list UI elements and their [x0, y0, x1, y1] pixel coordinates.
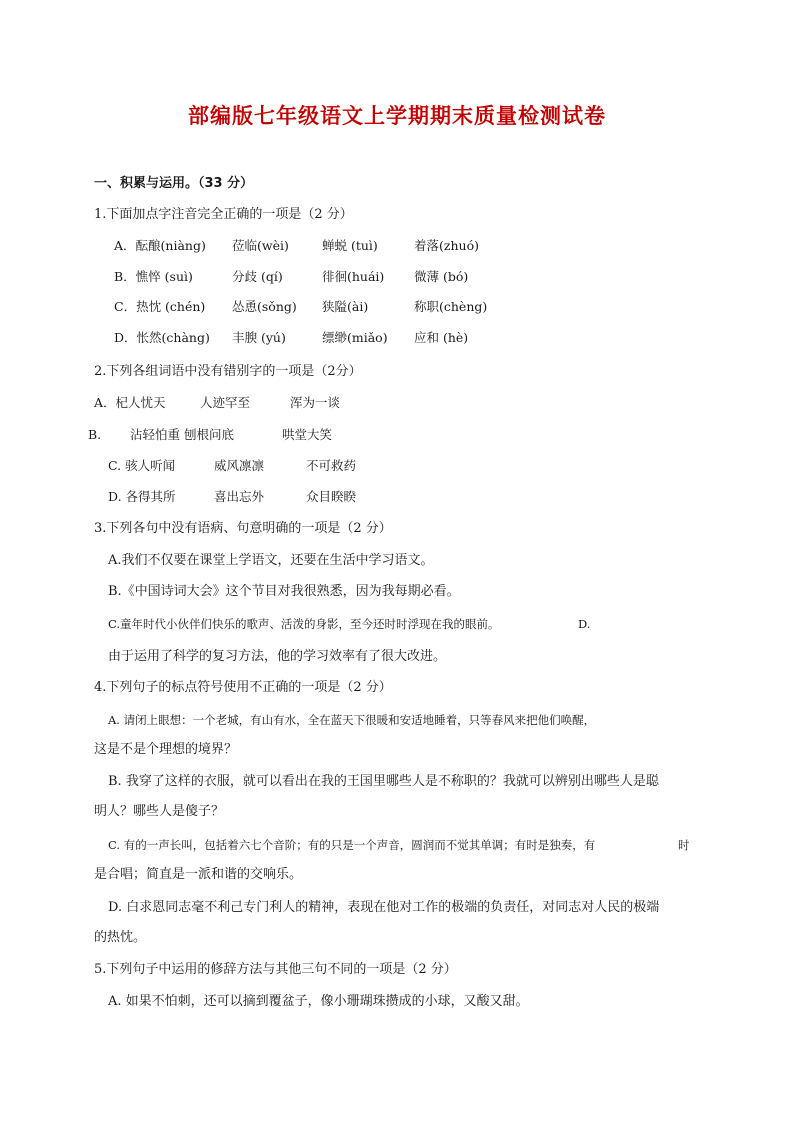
q1-option-a-word3: 蝉蜕 (tuì) [322, 238, 378, 253]
q5-option-a: A. 如果不怕刺，还可以摘到覆盆子，像小珊瑚珠攒成的小球，又酸又甜。 [108, 994, 529, 1009]
q3-option-a: A.我们不仅要在课堂上学语文，还要在生活中学习语文。 [108, 553, 434, 568]
q4-option-c-line1: C. 有的一声长叫，包括着六七个音阶；有的只是一个声音，圆润而不觉其单调；有时是独奏，有 [108, 838, 596, 852]
q1-option-c-word2: 怂恿(sǒng) [232, 299, 297, 314]
q4-option-a-line2: 这是不是个理想的境界？ [94, 742, 238, 757]
q1-option-c-word4: 称职(chèng) [414, 299, 488, 314]
page-title: 部编版七年级语文上学期期末质量检测试卷 [188, 104, 606, 128]
q1-option-d-word3: 缥缈(miǎo) [322, 330, 388, 345]
q2-option-d-word1: D. 各得其所 [108, 489, 176, 504]
section-heading: 一、积累与运用。（33 分） [94, 176, 254, 191]
q2-option-b-label: B. [88, 427, 102, 442]
q2-option-c-word3: 不可救药 [306, 458, 357, 473]
question-5-stem: 5.下列句子中运用的修辞方法与其他三句不同的一项是（2 分） [94, 962, 457, 977]
question-4-stem: 4.下列句子的标点符号使用不正确的一项是（2 分） [94, 680, 392, 695]
q4-option-b-line1: B. 我穿了这样的衣服，就可以看出在我的王国里哪些人是不称职的？我就可以辨别出哪些人是聪 [108, 774, 659, 789]
q1-option-c-word3: 狭隘(ài) [322, 299, 369, 314]
q3-option-d: 由于运用了科学的复习方法，他的学习效率有了很大改进。 [108, 649, 447, 664]
q1-option-b-word2: 分歧 (qí) [232, 269, 283, 284]
q1-option-c-word1: C．热忱 (chén) [114, 299, 206, 314]
q1-option-b-word4: 微薄 (bó) [414, 269, 469, 284]
q1-option-b-word3: 徘徊(huái) [322, 269, 385, 284]
q1-option-d-word4: 应和 (hè) [414, 330, 469, 345]
q2-option-d-word3: 众目睽睽 [306, 489, 357, 504]
q4-option-c-line2: 是合唱；简直是一派和谐的交响乐。 [94, 867, 303, 882]
q2-option-c-word2: 威风凛凛 [214, 458, 265, 473]
question-3-stem: 3.下列各句中没有语病、句意明确的一项是（2 分） [94, 521, 392, 536]
q2-option-c-word1: C. 骇人听闻 [108, 458, 176, 473]
q1-option-a-word4: 着落(zhuó) [414, 238, 479, 253]
q1-option-a-word1: A．酝酿(niàng) [114, 238, 206, 253]
q1-option-a-word2: 莅临(wèi) [232, 238, 289, 253]
q2-option-b-word1: 沾轻怕重 刨根问底 [130, 427, 234, 442]
q4-option-c-line1-end: 时 [678, 838, 690, 852]
q3-option-d-label: D. [578, 617, 591, 631]
q2-option-b-word2: 哄堂大笑 [282, 427, 333, 442]
q4-option-a-line1: A. 请闭上眼想：一个老城，有山有水，全在蓝天下很暖和安适地睡着，只等春风来把他们唤醒， [108, 713, 596, 727]
q1-option-d-word2: 丰腴 (yú) [232, 330, 286, 345]
q4-option-d-line2: 的热忱。 [94, 930, 147, 945]
q3-option-c: C.童年时代小伙伴们快乐的歌声、活泼的身影，至今还时时浮现在我的眼前。 [108, 617, 500, 631]
q4-option-b-line2: 明人？哪些人是傻子？ [94, 804, 225, 819]
q4-option-d-line1: D. 白求恩同志毫不利己专门利人的精神，表现在他对工作的极端的负责任，对同志对人民的极端 [108, 900, 660, 915]
q2-option-a-word2: 人迹罕至 [200, 395, 251, 410]
q2-option-d-word2: 喜出忘外 [214, 489, 265, 504]
q2-option-a-word1: A．杞人忧天 [94, 395, 166, 410]
q1-option-b-word1: B．憔悴 (suì) [114, 269, 193, 284]
q1-option-d-word1: D．怅然(chàng) [114, 330, 210, 345]
question-1-stem: 1.下面加点字注音完全正确的一项是（2 分） [94, 207, 353, 222]
q3-option-b: B.《中国诗词大会》这个节目对我很熟悉，因为我每期必看。 [108, 584, 460, 599]
question-2-stem: 2.下列各组词语中没有错别字的一项是（2分） [94, 364, 362, 379]
q2-option-a-word3: 浑为一谈 [290, 395, 341, 410]
